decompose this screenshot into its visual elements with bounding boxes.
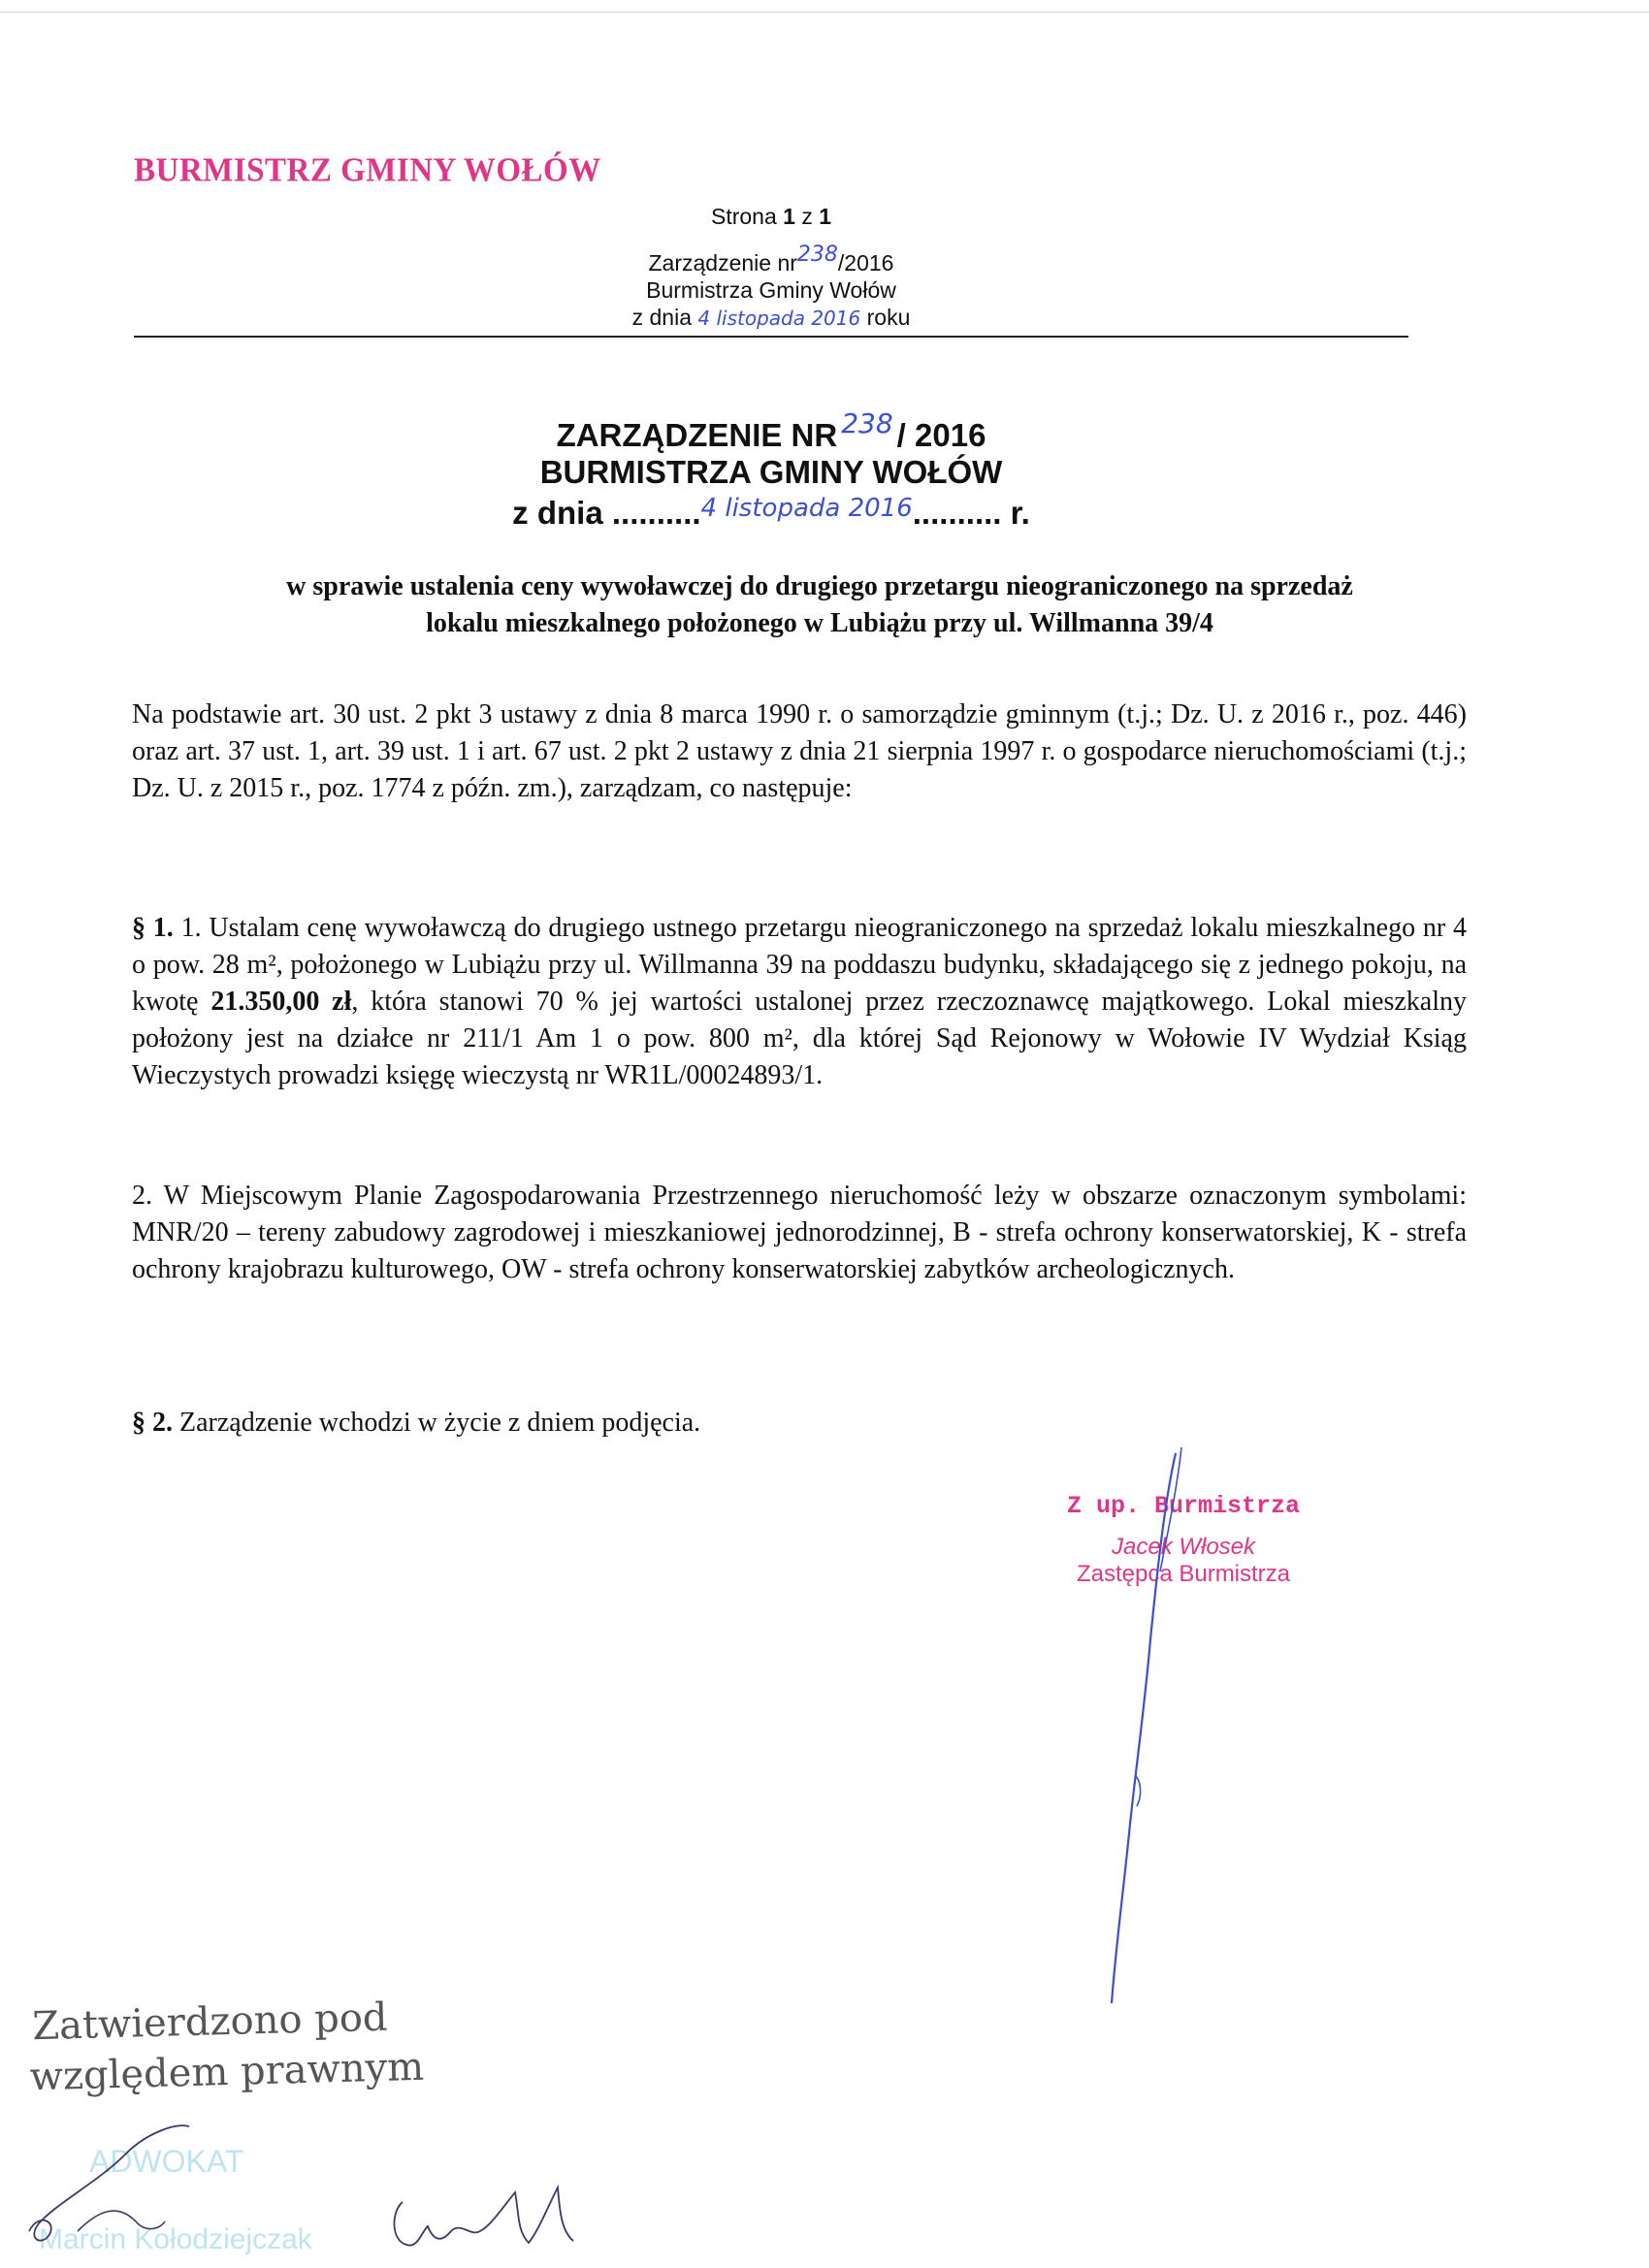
top-edge-line xyxy=(0,12,1649,13)
header-date-line: z dnia 4 listopada 2016 roku xyxy=(631,305,911,330)
approval-stamp-line-1: Zatwierdzono pod xyxy=(31,1994,389,2050)
lawyer-signature xyxy=(19,2115,310,2251)
header-ordinance-line: Zarządzenie nr238/2016 xyxy=(648,243,894,275)
lawyer-stamp-name: Marcin Kołodziejczak xyxy=(39,2223,312,2255)
handwritten-title-number: 238 xyxy=(841,407,893,439)
signature-stamp-name: Jacek Włosek xyxy=(1111,1534,1256,1560)
section-1-marker: § 1. xyxy=(132,913,174,943)
document-title: ZARZĄDZENIE NR $^{238}$ / 2016 xyxy=(556,407,986,453)
section-2-paragraph: § 2. Zarządzenie wchodzi w życie z dniem podjęcia. xyxy=(132,1408,701,1438)
header-divider xyxy=(134,336,1408,338)
document-issuer: BURMISTRZA GMINY WOŁÓW xyxy=(539,454,1003,490)
handwritten-header-date: 4 listopada 2016 xyxy=(697,307,861,330)
section-2-marker: § 2. xyxy=(132,1408,173,1438)
header-issuer: Burmistrza Gminy Wołów xyxy=(646,277,896,303)
second-initials-signature xyxy=(383,2173,635,2260)
handwritten-ordinance-number: 238 xyxy=(796,243,838,267)
office-stamp: BURMISTRZ GMINY WOŁÓW xyxy=(134,152,601,189)
price-amount: 21.350,00 zł xyxy=(210,987,352,1017)
legal-basis-paragraph: Na podstawie art. 30 ust. 2 pkt 3 ustawy z dnia 8 marca 1990 r. o samorządzie gminnym (t.j.; Dz. U. z 2016 r., poz. 446) oraz art. 37 ust. 1, art. 39 ust. 1 i art. 67 ust. 2 pkt 2 ustawy z dnia 21 sierpnia 1997 r. o gospodarce nieruchomościami (t.j.; Dz. U. z 2015 r., poz. 1774 z późn. zm.), zarządzam, co następuje: xyxy=(132,699,1467,803)
section-1-paragraph-2: 2. W Miejscowym Planie Zagospodarowania Przestrzennego nieruchomość leży w obszarze oznaczonym symbolami: MNR/20 – tereny zabudowy zagrodowej i mieszkaniowej jednorodzinnej, B - strefa ochrony konserwatorskiej, K - strefa ochrony krajobrazu kulturowego, OW - strefa ochrony konserwatorskiej zabytków archeologicznych. xyxy=(132,1181,1467,1284)
subject-line-2: lokalu mieszkalnego położonego w Lubiążu przy ul. Willmanna 39/4 xyxy=(426,608,1213,638)
document-date-line: z dnia ..........$^{4 listopada 2016}$.......... r. xyxy=(512,494,1030,531)
approval-stamp-line-2: względem prawnym xyxy=(29,2044,425,2100)
subject-line-1: w sprawie ustalenia ceny wywoławczej do drugiego przetargu nieograniczonego na sprzedaż xyxy=(286,571,1353,601)
legal-approval-stamp xyxy=(29,1992,425,2102)
section-1-paragraph-1: § 1. 1. Ustalam cenę wywoławczą do drugiego ustnego przetargu nieograniczonego na sprzedaż lokalu mieszkalnego nr 4 o pow. 28 m², położonego w Lubiążu przy ul. Willmanna 39 na poddaszu budynku, składającego się z jednego pokoju, na kwotę 21.350,00 zł, która stanowi 70 % jej wartości ustalonej przez rzeczoznawcę majątkowego. Lokal mieszkalny położony jest na działce nr 211/1 Am 1 o pow. 800 m², dla której Sąd Rejonowy w Wołowie IV Wydział Ksiąg Wieczystych prowadzi księgę wieczystą nr WR1L/00024893/1. xyxy=(132,913,1468,1090)
signature-stamp-role: Zastępca Burmistrza xyxy=(1076,1561,1291,1587)
lawyer-stamp-title: ADWOKAT xyxy=(89,2144,244,2179)
handwritten-title-date: 4 listopada 2016 xyxy=(700,494,913,523)
handwritten-signature xyxy=(1096,1445,1212,2008)
page-number: Strona 1 z 1 xyxy=(710,204,832,229)
signature-stamp-line-1: Z up. Burmistrza xyxy=(1066,1492,1301,1520)
